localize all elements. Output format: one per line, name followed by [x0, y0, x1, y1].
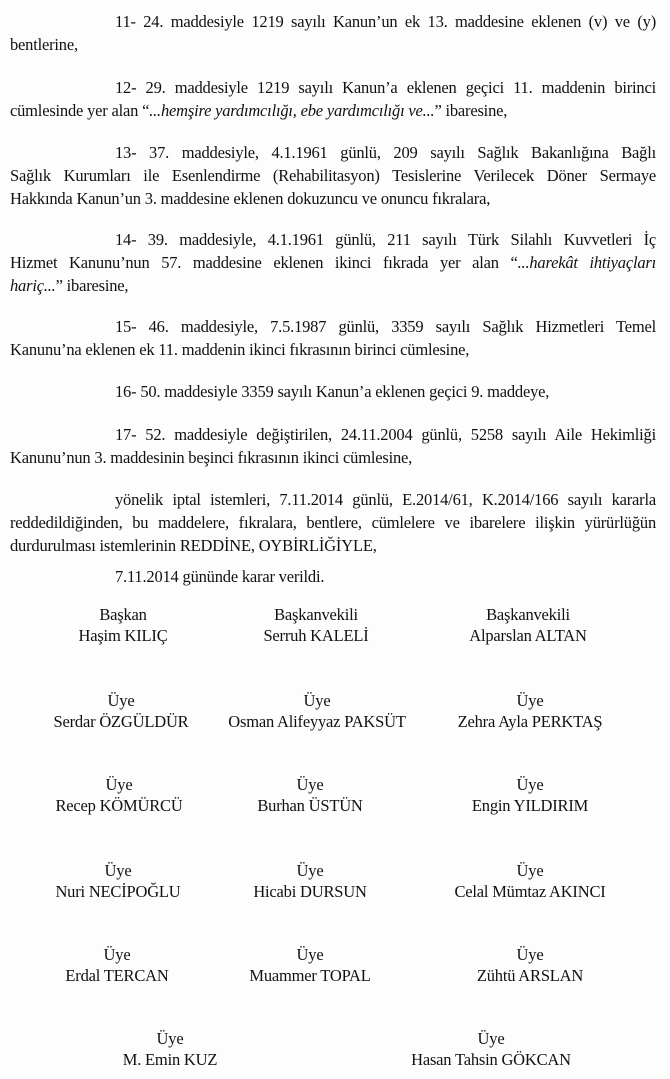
signatory-name: Recep KÖMÜRCÜ [55, 796, 183, 815]
signatory-name: Serruh KALELİ [263, 626, 369, 645]
paragraph-line [10, 274, 656, 297]
signatory-title: Başkanvekili [486, 605, 570, 624]
text-segment: cümlesinde yer alan “ [10, 101, 150, 120]
paragraph-15 [10, 315, 656, 361]
paragraph-line: 13- 37. maddesiyle, 4.1.1961 günlü, 209 sayılı Sağlık Bakanlığına Bağlı [115, 143, 656, 162]
paragraph-line: 17- 52. maddesiyle değiştirilen, 24.11.2004 günlü, 5258 sayılı Aile Hekimliği [115, 425, 656, 444]
paragraph-line: 16- 50. maddesiyle 3359 sayılı Kanun’a eklenen geçici 9. maddeye, [115, 382, 550, 401]
signatory-name: Hicabi DURSUN [253, 882, 367, 901]
signatory [210, 774, 410, 816]
italic-quote: ...harekât ihtiyaçları [517, 253, 656, 272]
signatory [217, 690, 417, 732]
signatory-title: Üye [296, 775, 324, 794]
signatory-title: Üye [516, 945, 544, 964]
signatory [428, 604, 628, 646]
signatory-title: Üye [156, 1029, 184, 1048]
paragraph-14 [10, 228, 656, 297]
signatory [23, 604, 223, 646]
signatory-title: Üye [296, 861, 324, 880]
text-segment: ” ibaresine, [434, 101, 508, 120]
signatory-name: Muammer TOPAL [249, 966, 371, 985]
paragraph-17 [10, 423, 656, 469]
paragraph-line: bentlerine, [10, 35, 78, 54]
paragraph-line: Hakkında Kanun’un 3. maddesine eklenen dokuzuncu ve onuncu fıkralara, [10, 189, 491, 208]
signatory-title: Üye [303, 691, 331, 710]
signatory-title: Üye [105, 775, 133, 794]
paragraph-line [10, 251, 656, 274]
signatory-title: Üye [103, 945, 131, 964]
paragraph-line [10, 99, 656, 122]
signatory-name: Haşim KILIÇ [78, 626, 168, 645]
signatory-name: Zehra Ayla PERKTAŞ [457, 712, 603, 731]
paragraph-line: 15- 46. maddesiyle, 7.5.1987 günlü, 3359 sayılı Sağlık Hizmetleri Temel [115, 317, 656, 336]
italic-quote: hariç... [10, 276, 56, 295]
signatory [430, 944, 630, 986]
signatory [430, 774, 630, 816]
paragraph-line: 7.11.2014 gününde karar verildi. [115, 567, 325, 586]
signatory [430, 860, 630, 902]
signatory [17, 944, 217, 986]
signatory [210, 944, 410, 986]
paragraph-12 [10, 76, 656, 122]
signatory-title: Üye [477, 1029, 505, 1048]
paragraph-line: 14- 39. maddesiyle, 4.1.1961 günlü, 211 sayılı Türk Silahlı Kuvvetleri İç [115, 230, 656, 249]
signatory-name: Erdal TERCAN [65, 966, 169, 985]
signatory-name: Alparslan ALTAN [469, 626, 587, 645]
paragraph-line: Sağlık Kurumları ile Esenlendirme (Rehabilitasyon) Tesislerine Verilecek Döner Sermaye [10, 166, 656, 185]
paragraph-line: Kanunu’nun 3. maddesinin beşinci fıkrasının ikinci cümlesine, [10, 448, 413, 467]
signatory-name: Celal Mümtaz AKINCI [454, 882, 606, 901]
signatory [70, 1028, 270, 1070]
signatory-title: Başkanvekili [274, 605, 358, 624]
signatory [216, 604, 416, 646]
paragraph-line: durdurulması istemlerinin REDDİNE, OYBİRLİĞİYLE, [10, 536, 377, 555]
signatory-name: Hasan Tahsin GÖKCAN [411, 1050, 571, 1069]
signatory [19, 774, 219, 816]
paragraph-16 [10, 380, 656, 403]
paragraph-line: 12- 29. maddesiyle 1219 sayılı Kanun’a eklenen geçici 11. maddenin birinci [115, 78, 656, 97]
signatory-title: Üye [516, 691, 544, 710]
signatory-name: Burhan ÜSTÜN [257, 796, 363, 815]
conclusion-paragraph [10, 488, 656, 557]
signatory-name: Osman Alifeyyaz PAKSÜT [228, 712, 406, 731]
paragraph-line: yönelik iptal istemleri, 7.11.2014 günlü, E.2014/61, K.2014/166 sayılı kararla [115, 490, 656, 509]
text-segment: Hizmet Kanunu’nun 57. maddesine eklenen ikinci fıkrada yer alan “ [10, 253, 518, 272]
signatory-title: Üye [104, 861, 132, 880]
signatory-name: Engin YILDIRIM [471, 796, 589, 815]
paragraph-line: 11- 24. maddesiyle 1219 sayılı Kanun’un ek 13. maddesine eklenen (v) ve (y) [115, 12, 656, 31]
paragraph-11 [10, 10, 656, 56]
signatory-title: Üye [296, 945, 324, 964]
signatory-title: Üye [516, 861, 544, 880]
decision-date [10, 565, 656, 588]
paragraph-line: reddedildiğinden, bu maddelere, fıkralara, bentlere, cümlelere ve ibarelere ilişkin yürürlüğün [10, 513, 656, 532]
signatory [391, 1028, 591, 1070]
signatory-name: Nuri NECİPOĞLU [55, 882, 181, 901]
signatory-name: Serdar ÖZGÜLDÜR [53, 712, 189, 731]
signatory-name: M. Emin KUZ [122, 1050, 218, 1069]
signatory [18, 860, 218, 902]
paragraph-13 [10, 141, 656, 210]
signatory [210, 860, 410, 902]
signatory [21, 690, 221, 732]
signatory-title: Üye [516, 775, 544, 794]
text-segment: ” ibaresine, [55, 276, 129, 295]
paragraph-line: Kanunu’na eklenen ek 11. maddenin ikinci fıkrasının birinci cümlesine, [10, 340, 470, 359]
signatory-title: Başkan [99, 605, 147, 624]
italic-quote: ...hemşire yardımcılığı, ebe yardımcılığı ve... [149, 101, 435, 120]
signatory-title: Üye [107, 691, 135, 710]
signatory [430, 690, 630, 732]
signatory-name: Zühtü ARSLAN [476, 966, 584, 985]
